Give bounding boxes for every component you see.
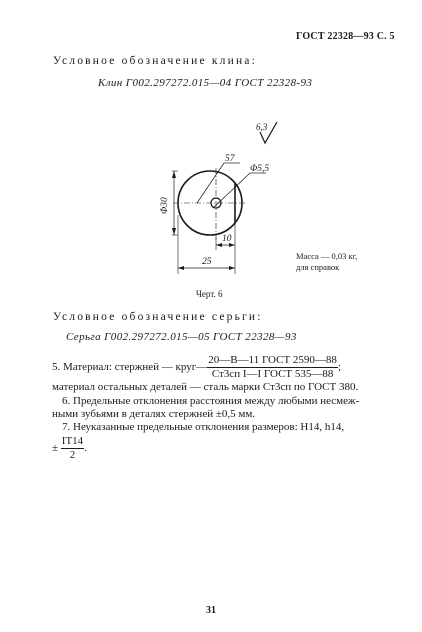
marking-leader	[197, 163, 224, 203]
part-drawing	[0, 0, 422, 310]
dia-dim-label: Φ30	[160, 197, 170, 214]
dim-25-label: 25	[202, 257, 212, 267]
item-5-lead: 5. Материал: стержней — круг—	[52, 361, 208, 374]
item-6-line2: ными зубьями в деталях стержней ±0,5 мм.	[52, 408, 256, 420]
page-number: 31	[206, 605, 216, 616]
dim-10-label: 10	[222, 234, 232, 244]
mass-note-line2: для справок	[296, 262, 340, 272]
item-7-frac-num: IT14	[61, 435, 84, 447]
item-5-trail: ;	[337, 361, 341, 374]
item-5-line2: материал остальных деталей — сталь марки Ст3сп по ГОСТ 380.	[52, 381, 359, 393]
wedge-designation-label: Условное обозначение клина:	[53, 55, 258, 67]
item-7-line1: 7. Неуказанные предельные отклонения размеров: Н14, h14,	[62, 421, 345, 433]
hole-dim-label: Φ5,5	[250, 164, 270, 174]
earring-designation: Серьга Г002.297272.015—05 ГОСТ 22328—93	[66, 331, 297, 343]
item-7-fraction	[61, 435, 84, 462]
item-6-line1: 6. Предельные отклонения расстояния между любыми несмеж-	[62, 395, 360, 407]
wedge-designation: Клин Г002.297272.015—04 ГОСТ 22328-93	[98, 77, 313, 89]
standard-reference: ГОСТ 22328—93 С. 5	[296, 31, 395, 42]
roughness-symbol	[256, 122, 277, 143]
item-7-end: .	[84, 442, 87, 455]
item-5-material	[52, 354, 341, 381]
mass-note	[296, 251, 357, 273]
earring-designation-label: Условное обозначение серьги:	[53, 311, 263, 323]
item-7-pm: ±	[52, 442, 59, 455]
mass-note-line1: Масса — 0,03 кг,	[296, 251, 358, 261]
roughness-value: 6,3	[256, 122, 268, 132]
item-7-frac-den: 2	[69, 449, 76, 461]
item-5-denominator: Ст3сп I—I ГОСТ 535—88	[211, 368, 334, 380]
item-7-line2	[52, 435, 87, 462]
marking-dim-label: 57	[225, 154, 235, 164]
item-5-fraction	[207, 354, 338, 381]
figure-caption: Черт. 6	[196, 289, 223, 299]
item-5-numerator: 20—В—11 ГОСТ 2590—88	[208, 354, 337, 366]
